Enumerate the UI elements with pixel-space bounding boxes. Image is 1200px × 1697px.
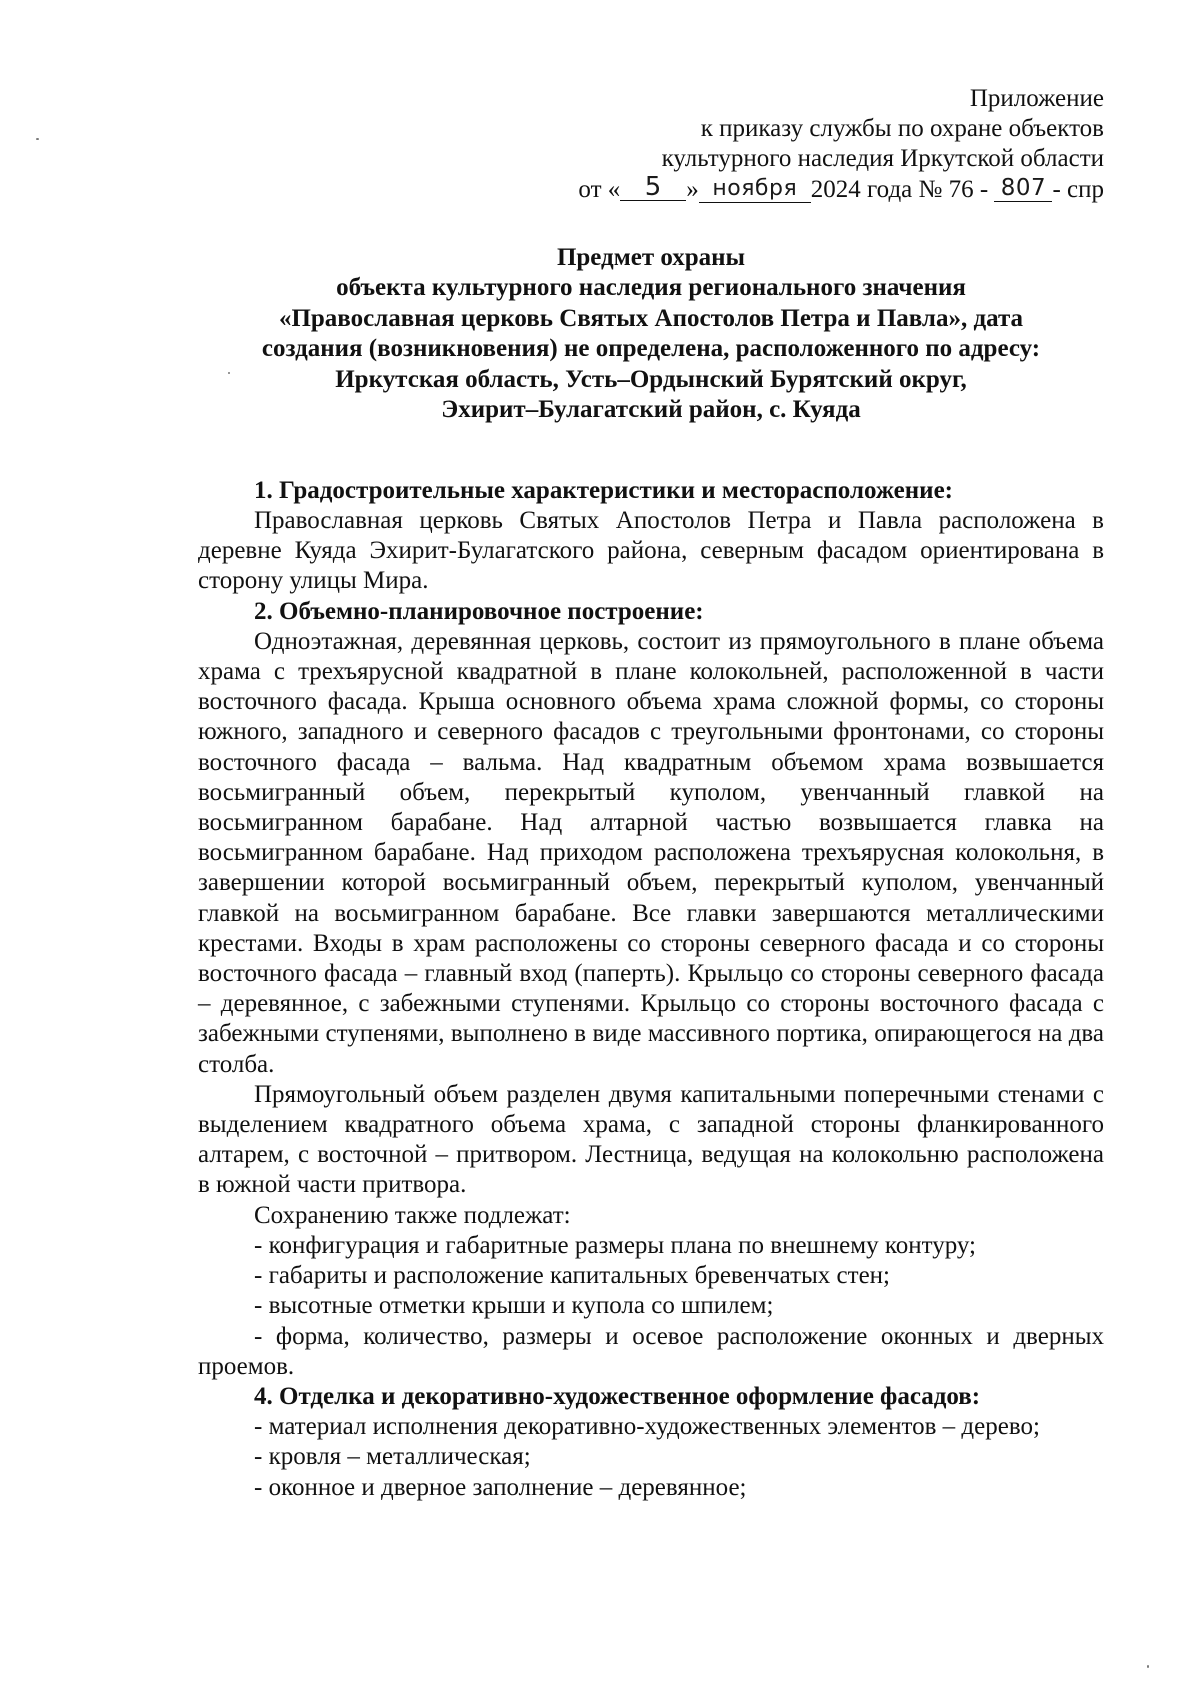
document-content <box>198 84 1104 1503</box>
section-2-paragraph-3: Сохранению также подлежат: <box>254 1201 571 1229</box>
order-authority-line: культурного наследия Иркутской области <box>661 145 1104 173</box>
title-line-6: Эхирит–Булагатский район, с. Куяда <box>441 396 861 424</box>
list-item: - материал исполнения декоративно-художественных элементов – дерево; <box>254 1413 1040 1441</box>
section-2-paragraph-1: Одноэтажная, деревянная церковь, состоит из прямоугольного в плане объема храма с трехъярусной квадратной в плане колокольней, расположенной в части восточного фасада. Крыша основного объема храма сложной формы, со стороны южного, западного и северного фасадов с треугольными фронтонами, со стороны восточного фасада – вальма. Над квадратным объемом храма возвышается восьмигранный объем, перекрытый куполом, увенчанный главкой на восьмигранном барабане. Над алтарной частью возвышается главка на восьмигранном барабане. Над приходом расположена трехъярусная колокольня, в завершении которой восьмигранный объем, перекрытый куполом, увенчанный главкой на восьмигранном барабане. Все главки завершаются металлическими крестами. Входы в храм расположены со стороны северного фасада и со стороны восточного фасада – главный вход (паперть). Крыльцо со стороны северного фасада – деревянное, с забежными ступенями. Крыльцо со стороны восточного фасада с забежными ступенями, выполнено в виде массивного портика, опирающегося на два столба. <box>198 627 1104 1078</box>
order-year-number: 2024 года № 76 - <box>810 175 989 203</box>
appendix-label: Приложение <box>969 85 1104 112</box>
title-line-1: Предмет охраны <box>556 243 746 271</box>
document-title <box>198 243 1104 426</box>
scan-speck <box>36 138 39 140</box>
section-4-heading: 4. Отделка и декоративно-художественное оформление фасадов: <box>254 1382 981 1410</box>
title-line-3: «Православная церковь Святых Апостолов Петра и Павла», дата <box>278 304 1024 332</box>
appendix-header <box>198 84 1104 205</box>
title-line-2: объекта культурного наследия регионального значения <box>336 274 966 302</box>
list-item: - конфигурация и габаритные размеры плана по внешнему контуру; <box>254 1231 976 1259</box>
section-2-paragraph-2: Прямоугольный объем разделен двумя капитальными поперечными стенами с выделением квадратного объема храма, с западной стороны фланкированного алтарем, с восточной – притвором. Лестница, ведущая на колокольню расположена в южной части притвора. <box>198 1080 1104 1199</box>
section-1-heading: 1. Градостроительные характеристики и месторасположение: <box>254 476 953 504</box>
scan-speck <box>228 372 230 374</box>
title-line-5: Иркутская область, Усть–Ордынский Бурятский округ, <box>335 365 967 393</box>
scan-speck <box>1147 1665 1149 1668</box>
list-item: - форма, количество, размеры и осевое расположение оконных и дверных проемов. <box>198 1322 1104 1380</box>
list-item: - оконное и дверное заполнение – деревянное; <box>254 1473 747 1501</box>
order-suffix: - спр <box>1052 175 1104 203</box>
list-item: - габариты и расположение капитальных бревенчатых стен; <box>254 1262 890 1290</box>
section-1-text: Православная церковь Святых Апостолов Петра и Павла расположена в деревне Куяда Эхирит-Булагатского района, северным фасадом ориентирована в сторону улицы Мира. <box>198 507 1104 595</box>
list-item: - кровля – металлическая; <box>254 1443 531 1471</box>
handwritten-month: ноября <box>699 176 811 203</box>
order-date-line <box>198 171 1104 205</box>
date-prefix: от « <box>578 175 621 203</box>
title-line-4: создания (возникновения) не определена, расположенного по адресу: <box>261 335 1041 363</box>
date-mid: » <box>686 175 699 203</box>
handwritten-day: 5 <box>620 174 686 201</box>
section-2-heading: 2. Объемно-планировочное построение: <box>254 597 704 625</box>
order-reference-line: к приказу службы по охране объектов <box>700 115 1104 143</box>
handwritten-order-number: 807 <box>994 175 1052 202</box>
list-item: - высотные отметки крыши и купола со шпилем; <box>254 1292 774 1320</box>
